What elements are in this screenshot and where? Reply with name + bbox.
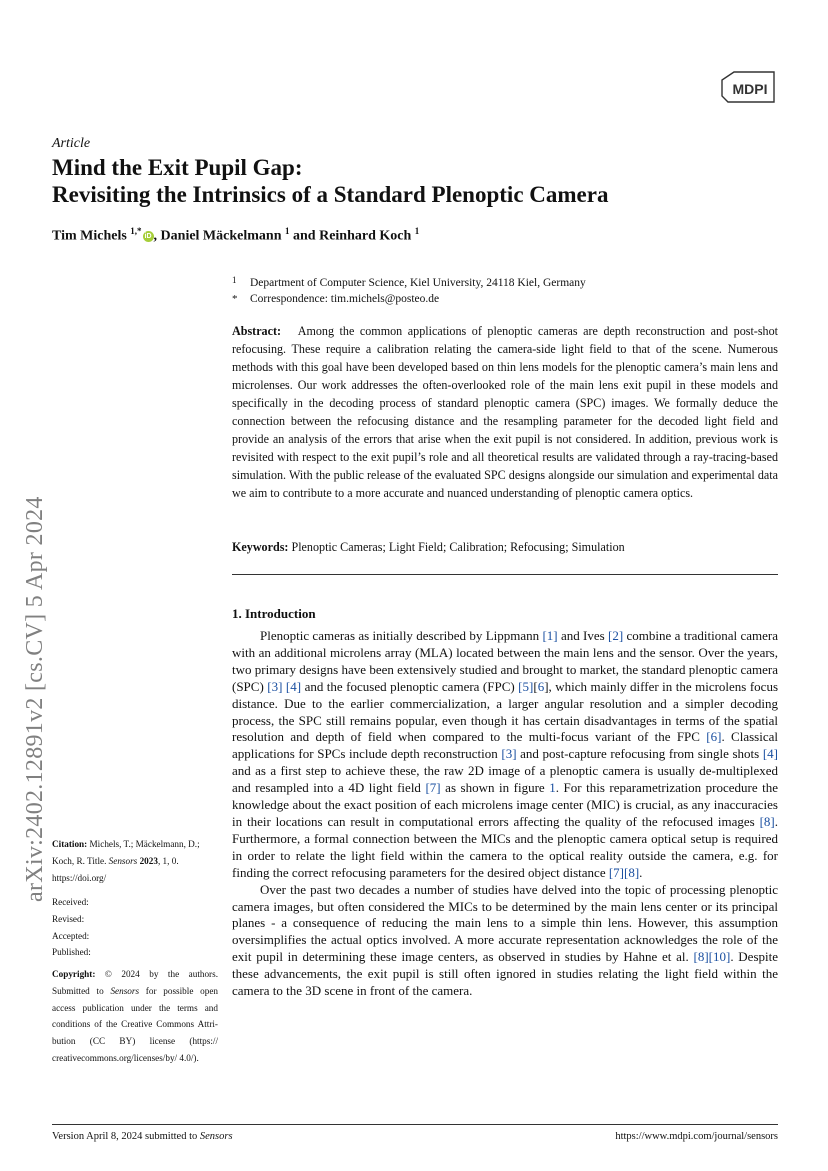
citation-link[interactable]: [4]: [762, 746, 778, 762]
copyright-label: Copyright:: [52, 969, 96, 979]
citation-link[interactable]: [8]: [759, 813, 775, 829]
author-separator: ,: [153, 228, 161, 244]
citation-block: Citation: Michels, T.; Mäckelmann, D.; Koch, R. Title. Sensors 2023, 1, 0. https://doi.org/: [52, 839, 200, 883]
orcid-icon[interactable]: iD: [144, 232, 152, 240]
citation-link[interactable]: 1: [549, 780, 556, 796]
body-text: Plenoptic cameras as initially described by Lippmann: [260, 628, 543, 643]
author-affiliation-mark: 1: [414, 226, 420, 236]
citation-link[interactable]: 6: [537, 678, 545, 694]
accepted-label: Accepted:: [52, 930, 90, 941]
citation-link[interactable]: [5]: [518, 678, 534, 694]
citation-link[interactable]: [3]: [267, 678, 283, 694]
title-line-1: Mind the Exit Pupil Gap:: [52, 155, 303, 180]
correspondence-item: * Correspondence: tim.michels@posteo.de: [232, 293, 440, 305]
copyright-block: Copyright: © 2024 by the authors. Submitted to Sensors for possible open access publication under the terms and conditions of the Creative Commons Attri- bution (CC BY) license (https:// creativecommons.org/licenses/by/ 4.0/).: [52, 969, 219, 1063]
published-label: Published:: [52, 947, 91, 958]
citation-link[interactable]: [8][10]: [693, 949, 731, 965]
divider: [232, 574, 778, 575]
body-text: . Despite these advancements, the exit pupil is still often ignored in studies relating the light field within the camera to the 3D scene in front of the camera.: [232, 949, 778, 999]
paragraph: [232, 628, 778, 882]
revised-label: Revised:: [52, 913, 85, 924]
received-label: Received:: [52, 897, 89, 907]
abstract-label: Abstract:: [232, 324, 282, 338]
body-text: . For this reparametrization procedure the knowledge about the exact position of each microlens image center (MIC) is crucial, as any inaccuracies in their locations can result in computational errors affecting the quality of the refocused images: [232, 780, 779, 829]
introduction-body: [232, 628, 778, 1000]
body-text: and the focused plenoptic camera (FPC): [301, 678, 519, 694]
citation-link[interactable]: [1]: [542, 628, 558, 643]
citation-link[interactable]: [7][8]: [608, 864, 640, 880]
article-type: Article: [52, 136, 91, 151]
section-heading: 1. Introduction: [232, 606, 316, 621]
keywords-text: Plenoptic Cameras; Light Field; Calibration; Refocusing; Simulation: [291, 540, 625, 554]
citation-link[interactable]: [4]: [285, 678, 302, 694]
mdpi-logo: [718, 68, 778, 108]
author-affiliation-mark: 1,*: [130, 226, 142, 236]
author-affiliation-mark: 1: [285, 226, 290, 236]
abstract: [232, 322, 778, 502]
citation-link[interactable]: [6]: [706, 729, 722, 745]
body-text: combine a traditional camera with an additional microlens array (MLA) located between the main lens and the sensor. Over the years, two primary designs have been extensively studied and brought to market, the standard plenoptic camera (SPC): [232, 628, 778, 694]
affiliation-item: 1 Department of Computer Science, Kiel University, 24118 Kiel, Germany: [232, 275, 586, 289]
citation-link[interactable]: [7]: [425, 780, 441, 796]
citation-doi[interactable]: https://doi.org/: [52, 872, 107, 883]
body-text: . Furthermore, a formal connection between the MICs and the plenoptic camera optical setup is required in order to relate the light field within the camera to the optical reality outside the camera, e.g. for finding the correct refocusing parameters for the desired object distance: [232, 813, 778, 880]
body-text: and as a first step to achieve these, the raw 2D image of a plenoptic camera is usually de-multiplexed and resampled into a 4D light field: [232, 763, 778, 796]
mdpi-logo-text: MDPI: [732, 81, 768, 97]
citation-label: Citation:: [52, 839, 88, 849]
footer-journal-url[interactable]: https://www.mdpi.com/journal/sensors: [615, 1131, 778, 1142]
body-text: as shown in figure: [440, 780, 550, 796]
author-list: [52, 226, 419, 245]
author-name: Daniel Mäckelmann: [160, 228, 282, 244]
keywords-label: Keywords:: [232, 540, 289, 554]
footer-version: Version April 8, 2024 submitted to Sensors: [52, 1131, 233, 1142]
keywords: [232, 538, 778, 556]
author-name: Tim Michels: [52, 228, 127, 244]
body-text: ], which mainly differ in the microlens focus distance. Due to the earlier commercialization, a larger angular resolution and a simpler decoding process, the SPC still remains popular, even though it has certain disadvantages in terms of the spatial resolution and depth of field when compared to the multi-focus variant of the FPC: [232, 678, 779, 745]
body-text: and post-capture refocusing from single shots: [516, 746, 763, 762]
title-line-2: Revisiting the Intrinsics of a Standard Plenoptic Camera: [52, 182, 609, 207]
affiliations: [232, 272, 586, 307]
arxiv-stamp: arXiv:2402.12891v2 [cs.CV] 5 Apr 2024: [22, 496, 48, 902]
author-name: Reinhard Koch: [319, 228, 412, 244]
body-text: . Classical applications for SPCs include depth reconstruction: [232, 729, 778, 762]
citation-link[interactable]: [2]: [608, 628, 624, 643]
body-text: Over the past two decades a number of studies have delved into the topic of processing plenoptic camera images, but often considered the MICs to be determined by the main lens center or its principal planes - a consequence of reducing the main lens to a simple thin lens. However, this assumption oversimplifies the actual optics involved. A more accurate representation acknowledges the role of the exit pupil in determining these image centers, as observed in studies by Hahne et al.: [232, 881, 778, 965]
dates-block: [52, 894, 218, 961]
body-text: .: [639, 864, 643, 880]
author-separator: and: [289, 228, 320, 244]
abstract-text: Among the common applications of plenoptic cameras are depth reconstruction and post-shot refocusing. These require a calibration relating the camera-side light field to that of the scene. Numerous methods with this goal have been developed based on thin lens models for the plenoptic camera’s main lens and microlenses. Our work addresses the often-overlooked role of the main lens exit pupil in these models and specifically in the decoding process of standard plenoptic camera (SPC) images. We formally deduce the connection between the refocusing distance and the resampling parameter for the decoded light field and provide an analysis of the errors that arise when the exit pupil is not considered. In addition, previous work is revisited with respect to the exit pupil’s role and all theoretical results are validated through a ray-tracing-based simulation. With the public release of the evaluated SPC designs alongside our simulation and experimental data we aim to contribute to a more accurate and nuanced understanding of plenoptic camera optics.: [232, 324, 778, 500]
body-text: and Ives: [557, 628, 609, 643]
paper-title: [52, 154, 782, 208]
paragraph: [232, 882, 778, 1000]
body-text: [: [533, 678, 538, 694]
footer-divider: [52, 1124, 778, 1125]
citation-link[interactable]: [3]: [501, 746, 517, 762]
